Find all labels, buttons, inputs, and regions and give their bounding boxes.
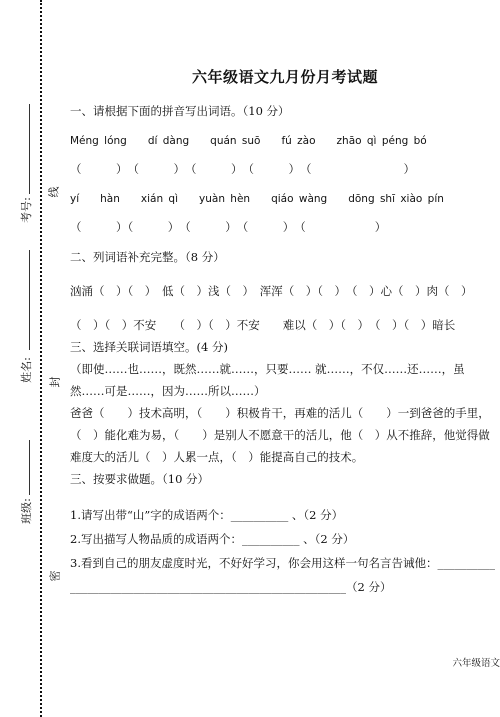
pinyin-row-2: yí hàn xián qì yuàn hèn qiáo wàng dōng shī xiào pín <box>70 193 444 205</box>
binding-underline-xingming <box>29 250 30 350</box>
question-3[interactable]: 3.看到自己的朋友虚度时光，不好好学习，你会用这样一句名言告诫他：__________ <box>70 556 495 570</box>
binding-label-xian: 线 <box>47 186 61 198</box>
idiom-row-1[interactable]: 汹涌（ ）（ ） 低（ ）浅（ ） 浑浑（ ）（ ） （ ）心（ ）肉（ ） <box>70 284 473 298</box>
binding-dotted-line <box>40 0 42 717</box>
question-3-answer-line[interactable]: ________________________________________________（2 分） <box>70 580 392 594</box>
pinyin-row-1: Méng lóng dí dàng quán suō fú zào zhāo qì péng bó <box>70 135 427 147</box>
conjunction-passage[interactable]: 爸爸（ ）技术高明，（ ）积极肯干，再难的活儿（ ）一到爸爸的手里，（ ）能化难为易，（ ）是别人不愿意干的活儿，他（ ）从不推辞，他觉得做难度大的活儿（ ）人累一点，（ ）能提高自己的技术。 <box>70 406 490 464</box>
section-3-heading: 三、选择关联词语填空。(4 分) <box>70 340 228 354</box>
binding-label-feng: 封 <box>48 376 62 388</box>
section-1-heading: 一、请根据下面的拼音写出词语。（10 分） <box>70 104 290 118</box>
conjunction-options: （即使……也……，既然……就……，只要…… 就……，不仅……还……，虽然……可是……，因为……所以……） <box>70 362 465 398</box>
binding-underline-kaohao <box>29 104 30 194</box>
section-2-heading: 二、列词语补充完整。（8 分） <box>70 250 225 264</box>
binding-label-mi: 密 <box>48 570 62 582</box>
blank-row-2[interactable]: （ ）（ ） （ ） （ ） （ ） <box>70 220 387 234</box>
blank-row-1[interactable]: （ ） （ ） （ ） （ ） （ ） <box>70 162 415 176</box>
exam-content <box>70 100 498 598</box>
binding-underline-banji <box>29 440 30 495</box>
page-title: 六年级语文九月份月考试题 <box>191 68 378 86</box>
section-4-heading: 三、按要求做题。（10 分） <box>70 472 210 486</box>
question-2[interactable]: 2.写出描写人物品质的成语两个：__________ 、（2 分） <box>70 532 355 546</box>
binding-label-xingming: 姓名: <box>19 357 33 383</box>
page-footer: 六年级语文 <box>452 658 500 669</box>
binding-label-kaohao: 考号: <box>19 197 33 223</box>
binding-label-banji: 班级: <box>19 498 33 524</box>
question-1[interactable]: 1.请写出带“山”字的成语两个：__________ 、（2 分） <box>70 508 344 522</box>
idiom-row-2[interactable]: （ ）（ ）不安 （ ）（ ）不安 难以（ ）（ ） （ ）（ ）暗长 <box>70 318 456 332</box>
